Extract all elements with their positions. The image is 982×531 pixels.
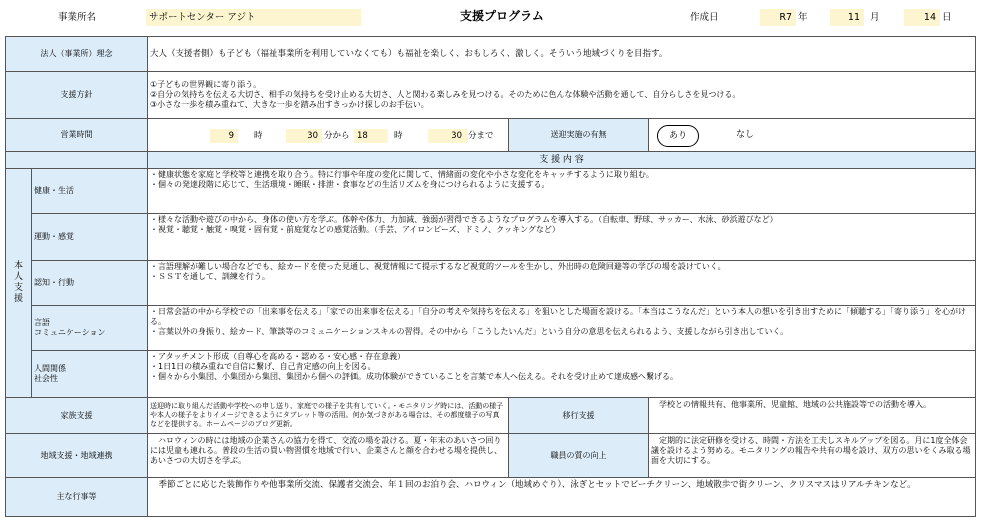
hours-row — [6, 119, 976, 152]
community-text[interactable]: ハロウィンの時には地域の企業さんの協力を得て、交流の場を設ける。夏・年末のあいさつ回りには児童も連れる。普段の生活の買い物習慣を地域で行い、企業さんと顔を合わせる場を提供し、あいさつの大切さを学ぶ。 — [148, 434, 509, 478]
day-field[interactable]: 14 — [904, 9, 940, 26]
policy-row — [6, 72, 976, 119]
month-unit: 月 — [870, 12, 880, 23]
content-header-row — [6, 152, 976, 169]
communication-row — [6, 306, 976, 351]
hour-unit: 時 — [254, 131, 263, 141]
policy-label: 支援方針 — [6, 72, 148, 119]
health-label: 健康・生活 — [32, 169, 148, 214]
staff-text[interactable]: 定期的に法定研修を受ける、時間・方法を工夫しスキルアップを図る。月に1度全体会議を設けるよう努める。モニタリングの報告や共有の場を設け、双方の思いをくみ取る場面を大切にする。 — [649, 434, 976, 478]
created-date-label: 作成日 — [690, 12, 719, 23]
day-unit: 日 — [942, 12, 952, 23]
health-text[interactable]: ・健康状態を家庭と学校等と連携を取り合う。特に行事や年度の変化に関して、情緒面の変化や小さな変化をキャッチするように取り組む。 ・個々の発達段階に応じて、生活環境・睡眠・排泄・食事などの生活リズムを身につけられるように支援する。 — [148, 169, 976, 214]
transition-text[interactable]: 学校との情報共有、他事業所、児童館、地域の公共施設等での活動を導入。 — [649, 398, 976, 434]
cognition-text[interactable]: ・言語理解が難しい場合などでも、絵カードを使った見通し、視覚情報にて提示するなど視覚的ツールを生かし、外出時の危険回避等の学びの場を設けていく。 ・ＳＳＴを通して、訓練を行う。 — [148, 261, 976, 306]
office-label: 事業所名 — [58, 12, 97, 23]
until-label: 分まで — [468, 131, 494, 141]
events-label: 主な行事等 — [6, 478, 148, 517]
transition-label: 移行支援 — [509, 398, 649, 434]
communication-label: 言語 コミュニケーション — [32, 306, 148, 351]
self-support-label: 本人支援 — [6, 169, 32, 398]
transport-no-option[interactable]: なし — [736, 130, 755, 140]
events-text[interactable]: 季節ごとに応じた装飾作りや他事業所交流、保護者交流会、年１回のお泊り会、ハロウィン（地域めぐり）、泳ぎとセットでビーチクリーン、地域散歩で街クリーン、クリスマスはリアルチキンなど。 — [148, 478, 976, 517]
year-field[interactable]: R7 — [760, 9, 796, 26]
end-hour-unit: 時 — [394, 131, 403, 141]
family-transition-row — [6, 398, 976, 434]
family-label: 家族支援 — [6, 398, 148, 434]
philosophy-label: 法人（事業所）理念 — [6, 37, 148, 72]
motor-text[interactable]: ・様々な活動や遊びの中から、身体の使い方を学ぶ。体幹や体力、力加減、強弱が習得できるようなプログラムを導入する。（自転車、野球、サッカー、水泳、砂浜遊びなど） ・視覚・聴覚・触覚・嗅覚・固有覚・前庭覚などの感覚活動。（手芸、アイロンビーズ、ドミノ、クッキングなど） — [148, 214, 976, 261]
start-minute-field[interactable]: 30 — [286, 129, 322, 143]
from-label: 分から — [324, 131, 350, 141]
motor-label: 運動・感覚 — [32, 214, 148, 261]
motor-row — [6, 214, 976, 261]
start-hour-field[interactable]: 9 — [210, 129, 238, 143]
cognition-row — [6, 261, 976, 306]
philosophy-text[interactable]: 大人（支援者側）も子ども（福祉事業所を利用していなくても）も福祉を楽しく、おもしろく、激しく。そういう地域づくりを目指す。 — [148, 37, 976, 72]
communication-text[interactable]: ・日常会話の中から学校での「出来事を伝える」「家での出来事を伝える」「自分の考えや気持ちを伝える」を狙いとした場面を設ける。「本当はこうなんだ」という本人の想いを引き出すために「傾聴する」「寄り添う」を心がける。 ・言葉以外の身振り、絵カード、筆談等のコミュニケーションスキルの習得。その中から「こうしたいんだ」という自分の意思を伝えられるよう、支援しながら引き出していく。 — [148, 306, 976, 351]
year-unit: 年 — [798, 12, 808, 23]
hours-cell — [148, 119, 509, 152]
end-hour-field[interactable]: 18 — [354, 129, 388, 143]
office-name-field[interactable]: サポートセンター アジト — [146, 9, 361, 26]
community-staff-row — [6, 434, 976, 478]
events-row — [6, 478, 976, 517]
social-text[interactable]: ・アタッチメント形成（自尊心を高める・認める・安心感・存在意義） ・1日1日の積み重ねで自信に繋げ、自己肯定感の向上を図る。 ・個々から小集団、小集団から集団、集団から個への評価。成功体験ができていることを言葉で本人へ伝える。それを受け止めて達成感へ繋げる。 — [148, 351, 976, 398]
content-header: 支 援 内 容 — [148, 152, 976, 169]
page-title: 支援プログラム — [460, 9, 544, 23]
social-label: 人間関係 社会性 — [32, 351, 148, 398]
transport-label: 送迎実施の有無 — [509, 119, 649, 152]
policy-line-2: ②自分の気持ちを伝える大切さ、相手の気持ちを受け止める大切さ、人と関わる楽しみを見つける。そのために色んな体験や活動を通して、自分らしさを見つける。 — [150, 90, 741, 99]
transport-yes-option[interactable]: あり — [657, 125, 699, 147]
form-header — [0, 0, 982, 36]
staff-label: 職員の質の向上 — [509, 434, 649, 478]
program-table — [5, 36, 976, 517]
community-label: 地域支援・地域連携 — [6, 434, 148, 478]
family-text[interactable]: 送迎時に取り組んだ活動や学校への申し送り、家庭での様子を共有していく。・モニタリング時には、活動の様子や本人の様子をよりイメージできるようにタブレット等の活用。何か気づきがある場合は、その都度様子の写真などを提供する。ホームページのブログ更新。 — [148, 398, 509, 434]
social-row — [6, 351, 976, 398]
policy-text[interactable] — [148, 72, 976, 119]
health-row — [6, 169, 976, 214]
month-field[interactable]: 11 — [830, 9, 864, 26]
philosophy-row — [6, 37, 976, 72]
policy-line-3: ③小さな一歩を積み重ねて、大きな一歩を踏み出すきっかけ探しのお手伝い。 — [150, 100, 429, 109]
transport-cell — [649, 119, 976, 152]
end-minute-field[interactable]: 30 — [428, 129, 468, 143]
hours-label: 営業時間 — [6, 119, 148, 152]
policy-line-1: ①子どもの世界観に寄り添う。 — [150, 80, 262, 89]
content-header-blank — [6, 152, 148, 169]
cognition-label: 認知・行動 — [32, 261, 148, 306]
